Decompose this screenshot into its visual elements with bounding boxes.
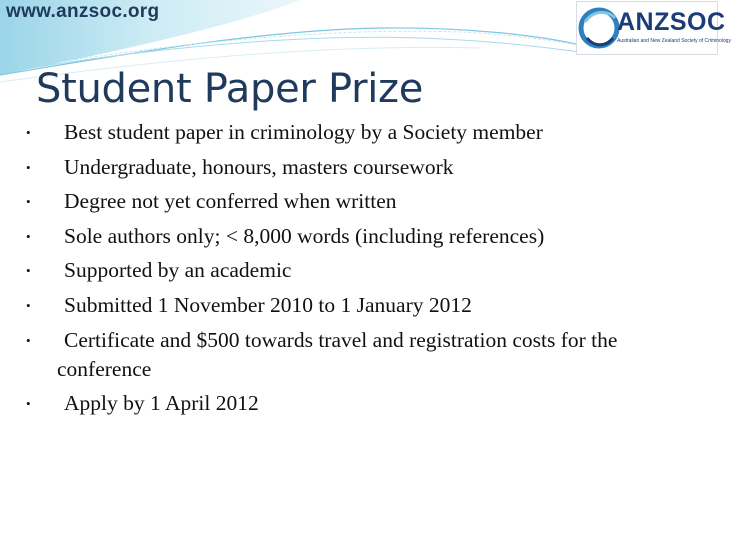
logo-wordmark: ANZSOC [617,8,726,36]
bullet-dot-icon: • [26,263,31,279]
list-item-text: Supported by an academic [64,258,292,283]
list-item [22,187,702,216]
bullet-dot-icon: • [26,396,31,412]
list-item-text: Submitted 1 November 2010 to 1 January 2012 [64,292,472,317]
website-url: www.anzsoc.org [6,1,160,22]
list-item-text: Sole authors only; < 8,000 words (including references) [64,223,545,248]
list-item-text: Certificate and $500 towards travel and registration costs for the conference [57,327,618,381]
bullet-dot-icon: • [26,125,31,140]
list-item-text: Degree not yet conferred when written [64,189,397,214]
list-item [22,118,702,147]
bullet-dot-icon: • [26,332,31,348]
slide-title: Student Paper Prize [36,66,424,112]
list-item-text: Apply by 1 April 2012 [64,391,259,416]
bullet-dot-icon: • [26,228,31,244]
list-item [22,291,702,320]
logo-subtitle: Australian and New Zealand Society of Criminology [617,38,731,44]
list-item [22,326,702,384]
list-item-text: Undergraduate, honours, masters coursework [64,154,454,179]
bullet-dot-icon: • [26,297,31,313]
list-item-text: Best student paper in criminology by a Society member [64,120,543,144]
list-item [22,389,702,418]
anzsoc-logo [576,1,731,55]
bullet-dot-icon: • [26,194,31,210]
list-item [22,256,702,285]
list-item [22,222,702,251]
list-item [22,153,702,182]
bullet-list [22,118,702,424]
bullet-dot-icon: • [26,159,31,175]
